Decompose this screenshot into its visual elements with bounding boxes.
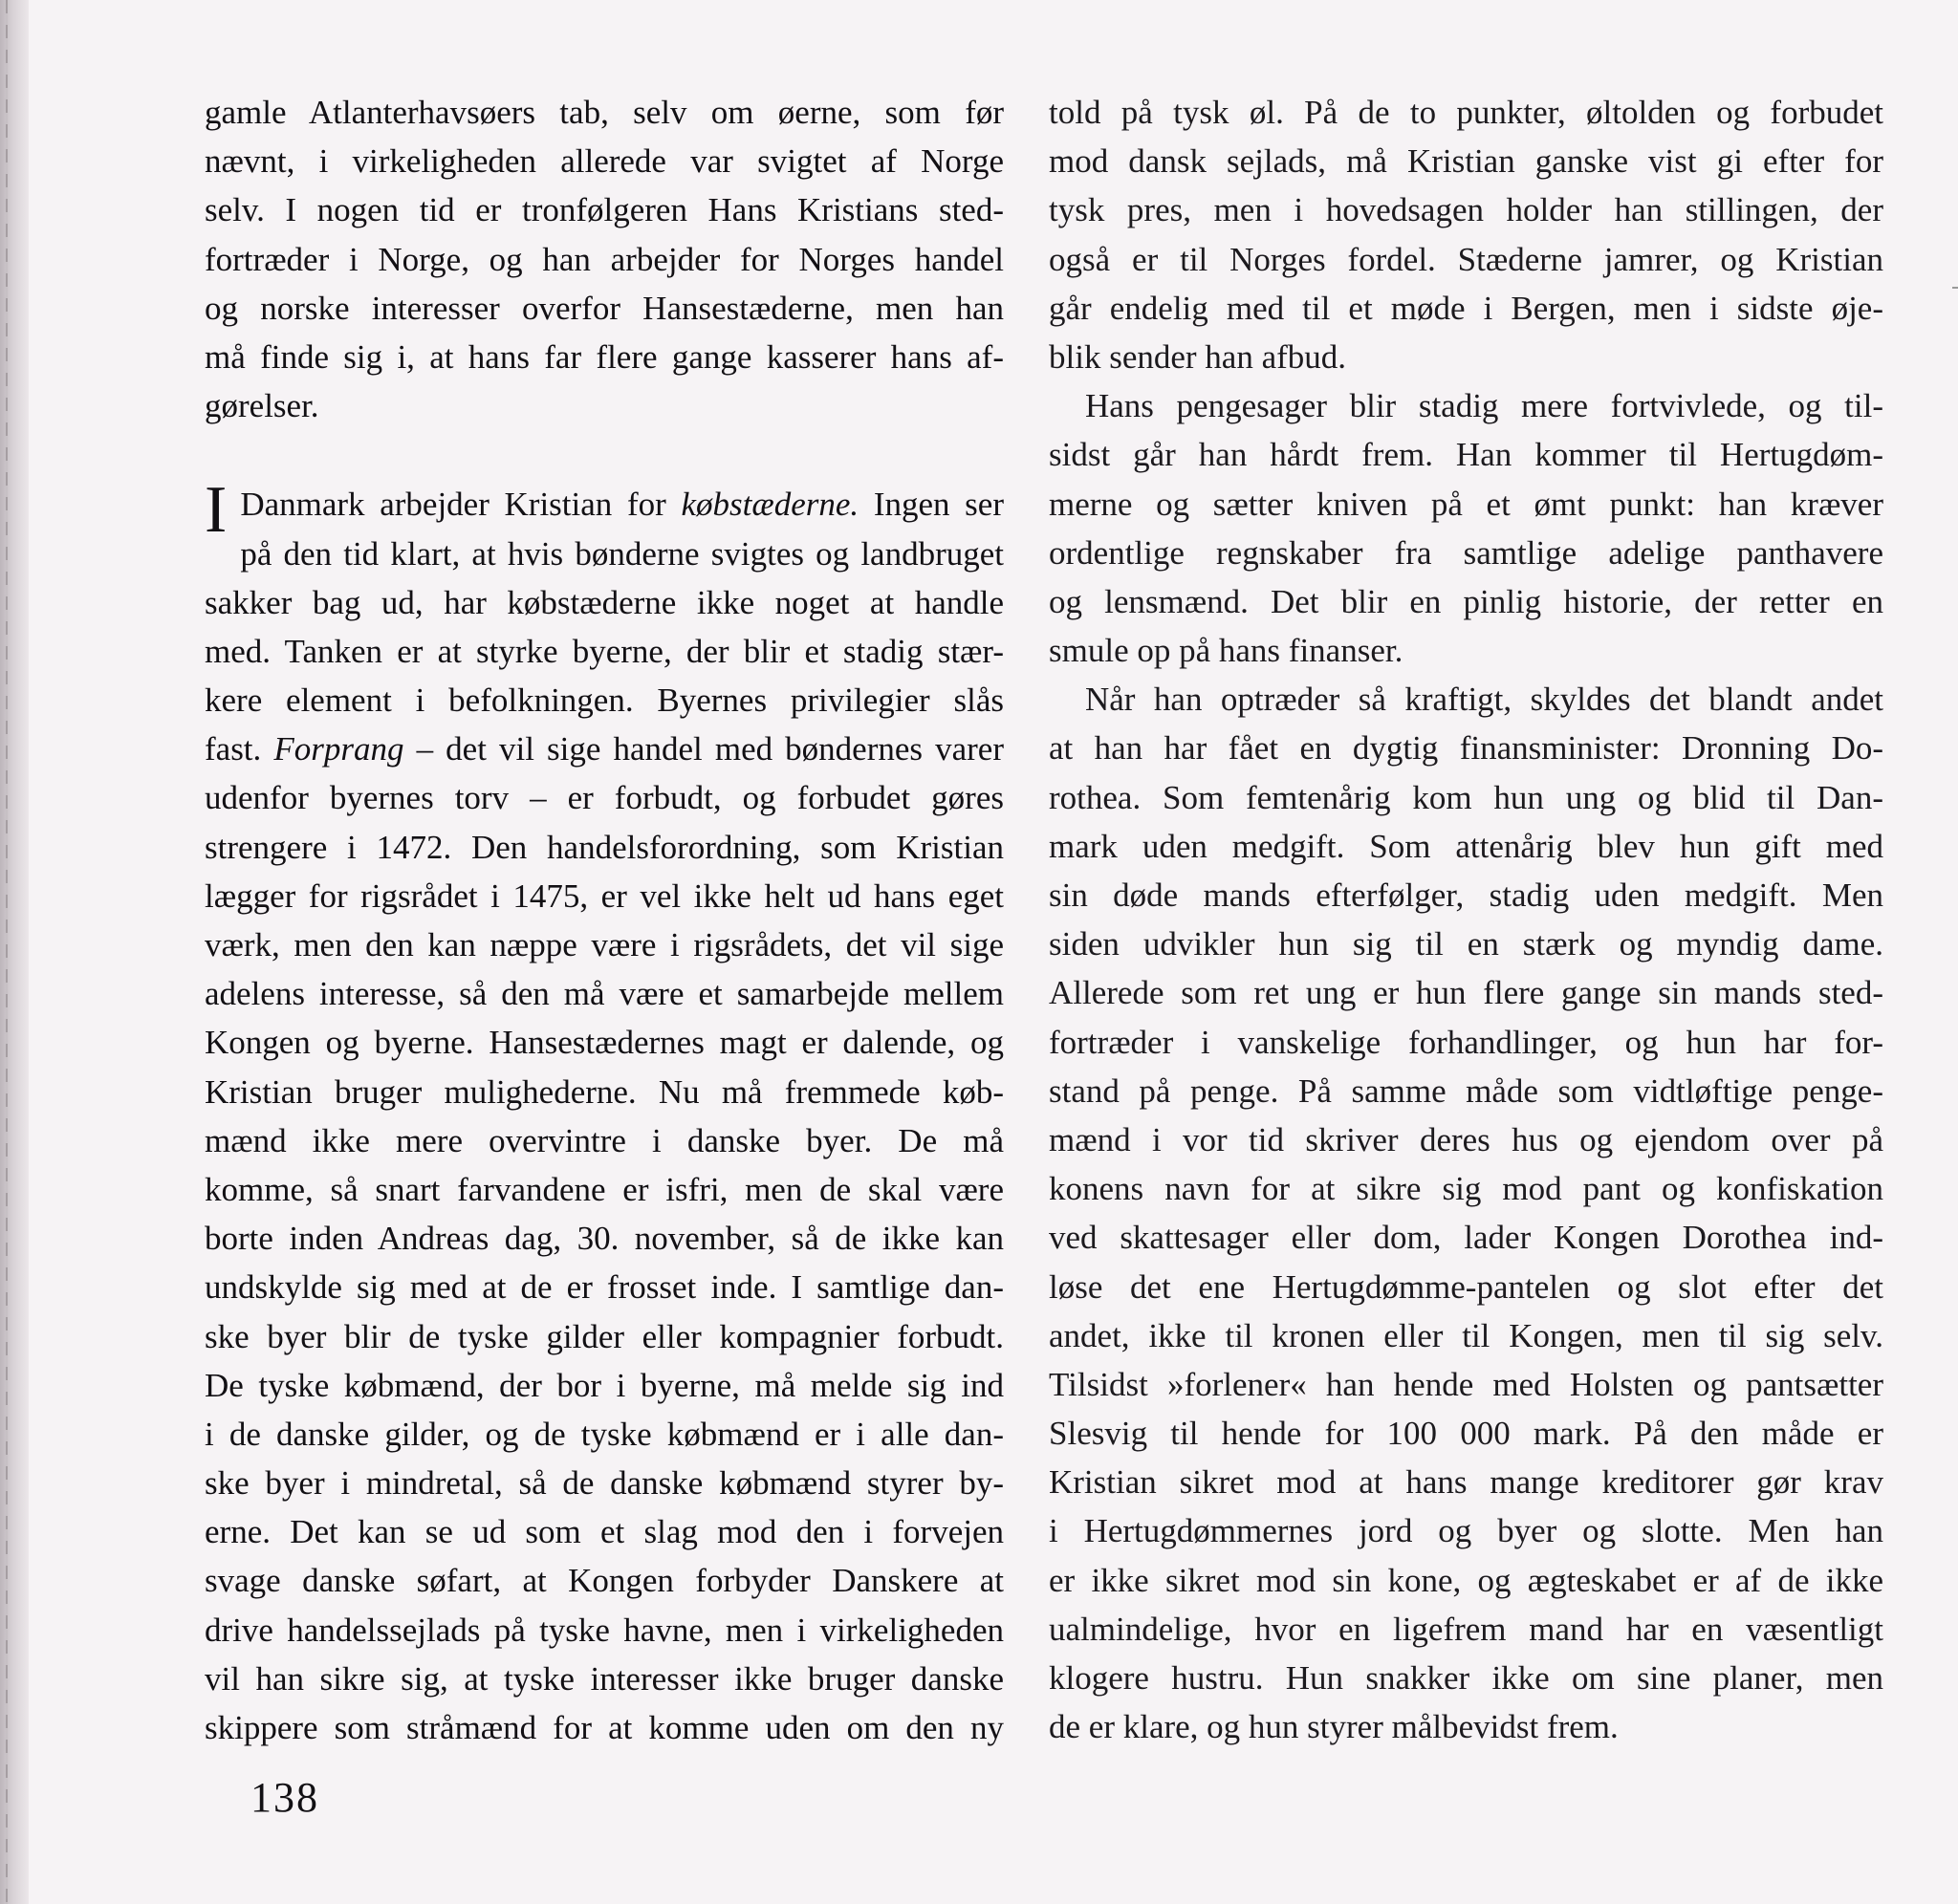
text-line: siden udvikler hun sig til en stærk og myndig dame. [1049,925,1883,963]
text-line: kere element i befolkningen. Byernes privilegier slås [205,682,1004,720]
page-number: 138 [250,1774,319,1821]
text-line: Tilsidst »forlener« han hende med Holsten og pantsætter [1049,1365,1883,1403]
text-line: komme, så snart farvandene er isfri, men de skal være [205,1170,1004,1208]
text-line [205,725,1004,773]
text-line: blik sender han afbud. [1049,337,1347,376]
text-line: erne. Det kan se ud som et slag mod den i forvejen [205,1513,1004,1551]
text-line: udenfor byernes torv – er forbudt, og forbudet gøres [205,779,1004,817]
text-line: mark uden medgift. Som attenårig blev hun gift med [1049,827,1883,865]
text-line: borte inden Andreas dag, 30. november, så de ikke kan [205,1220,1004,1258]
text-line: gørelser. [205,387,319,425]
text-line: fortræder i Norge, og han arbejder for Norges handel [205,240,1004,278]
text-line: i de danske gilder, og de tyske købmænd er i alle dan- [205,1415,1004,1453]
text-line: mænd ikke mere overvintre i danske byer. De må [205,1121,1004,1159]
text-line: vil han sikre sig, at tyske interesser ikke bruger danske [205,1659,1004,1698]
text-line: Hans pengesager blir stadig mere fortvivlede, og til- [1085,387,1883,425]
italic-term: købstæderne. [681,486,859,524]
text-line: adelens interesse, så den må være et samarbejde mellem [205,975,1004,1013]
text-line: værk, men den kan næppe være i rigsrådets, det vil sige [205,926,1004,963]
paragraph-1 [205,88,1004,430]
text-line: Allerede som ret ung er hun flere gange sin mands sted- [1049,974,1883,1012]
text-line: også er til Norges fordel. Stæderne jamrer, og Kristian [1049,240,1883,278]
text-line: sin døde mands efterfølger, stadig uden medgift. Men [1049,876,1883,914]
paragraph-2 [205,473,1004,1752]
text-line: på den tid klart, at hvis bønderne svigtes og landbruget [240,534,1004,573]
text-line: Kristian sikret mod at hans mange kreditorer gør krav [1049,1463,1883,1502]
text-line: drive handelssejlads på tyske havne, men i virkeligheden [205,1611,1004,1649]
text-line: går endelig med til et møde i Bergen, men i sidste øje- [1049,289,1883,327]
text-line: undskylde sig med at de er frosset inde. I samtlige dan- [205,1268,1004,1307]
text-line: og norske interesser overfor Hansestæderne, men han [205,289,1004,327]
text-line: rothea. Som femtenårig kom hun ung og blid til Dan- [1049,778,1883,816]
text-line: gamle Atlanterhavsøers tab, selv om øerne, som før [205,94,1004,131]
text-line: klogere hustru. Hun snakker ikke om sine planer, men [1049,1659,1883,1697]
text-line: de er klare, og hun styrer målbevidst frem. [1049,1708,1619,1746]
drop-initial: I [205,473,228,548]
text-line: at han har fået en dygtig finansminister: Dronning Do- [1049,729,1883,768]
text-line: selv. I nogen tid er tronfølgeren Hans Kristians sted- [205,191,1004,229]
text-line: må finde sig i, at hans far flere gange kasserer hans af- [205,337,1004,376]
text-line: ualmindelige, hvor en ligefrem mand har en væsentligt [1049,1610,1883,1648]
text-run: Ingen ser [859,486,1004,524]
text-line: strengere i 1472. Den handelsforordning, som Kristian [205,828,1004,866]
text-line: Kongen og byerne. Hansestædernes magt er dalende, og [205,1024,1004,1062]
paragraph-gap [205,430,1004,480]
text-run: fast. [205,730,274,768]
paragraph-2 [1049,381,1883,675]
text-line: merne og sætter kniven på et ømt punkt: han kræver [1049,485,1883,523]
text-line: tysk pres, men i hovedsagen holder han stillingen, der [1049,191,1883,229]
text-line: løse det ene Hertugdømme-pantelen og slot efter det [1049,1267,1883,1306]
text-line: konens navn for at sikre sig mod pant og konfiskation [1049,1170,1883,1208]
text-line: De tyske købmænd, der bor i byerne, må melde sig ind [205,1366,1004,1404]
text-line: told på tysk øl. På de to punkter, øltolden og forbudet [1049,94,1883,131]
text-line: og lensmænd. Det blir en pinlig historie, der retter en [1049,582,1883,620]
text-line: ordentlige regnskaber fra samtlige adelige panthavere [1049,533,1883,572]
text-line: smule op på hans finanser. [1049,632,1403,670]
text-line: ske byer blir de tyske gilder eller kompagnier forbudt. [205,1317,1004,1355]
left-text-column [205,88,1004,1752]
text-line: ske byer i mindretal, så de danske købmænd styrer by- [205,1464,1004,1503]
text-line: lægger for rigsrådet i 1475, er vel ikke helt ud hans eget [205,876,1004,915]
text-line: Kristian bruger mulighederne. Nu må fremmede køb- [205,1072,1004,1111]
text-line: sidst går han hårdt frem. Han kommer til Hertugdøm- [1049,436,1883,474]
text-line: mænd i vor tid skriver deres hus og ejendom over på [1049,1120,1883,1158]
text-line: er ikke sikret mod sin kone, og ægteskabet er af de ikke [1049,1561,1883,1599]
text-line: i Hertugdømmernes jord og byer og slotte. Men han [1049,1512,1883,1550]
text-line: Når han optræder så kraftigt, skyldes det blandt andet [1085,681,1883,719]
text-line: svage danske søfart, at Kongen forbyder Danskere at [205,1562,1004,1600]
paragraph-1 [1049,88,1883,381]
text-run: Danmark arbejder Kristian for [240,486,682,524]
text-line: ved skattesager eller dom, lader Kongen Dorothea ind- [1049,1219,1883,1257]
spine-shadow [6,0,8,1904]
text-line: med. Tanken er at styrke byerne, der blir et stadig stær- [205,632,1004,670]
text-line [205,473,1004,548]
text-line: fortræder i vanskelige forhandlinger, og hun har for- [1049,1023,1883,1061]
text-line: sakker bag ud, har købstæderne ikke noget at handle [205,583,1004,621]
text-line: mod dansk sejlads, må Kristian ganske vist gi efter for [1049,142,1883,181]
text-run: – det vil sige handel med bøndernes varer [403,730,1004,768]
book-spine [0,0,29,1904]
italic-term: Forprang [273,730,404,768]
text-line: andet, ikke til kronen eller til Kongen, men til sig selv. [1049,1316,1883,1354]
right-text-column [1049,88,1883,1751]
edge-mark [1952,287,1958,289]
text-line: skippere som stråmænd for at komme uden om den ny [205,1709,1004,1746]
text-line: stand på penge. På samme måde som vidtløftige penge- [1049,1071,1883,1110]
text-line: Slesvig til hende for 100 000 mark. På den måde er [1049,1415,1883,1453]
paragraph-3 [1049,675,1883,1751]
text-line: nævnt, i virkeligheden allerede var svigtet af Norge [205,142,1004,181]
